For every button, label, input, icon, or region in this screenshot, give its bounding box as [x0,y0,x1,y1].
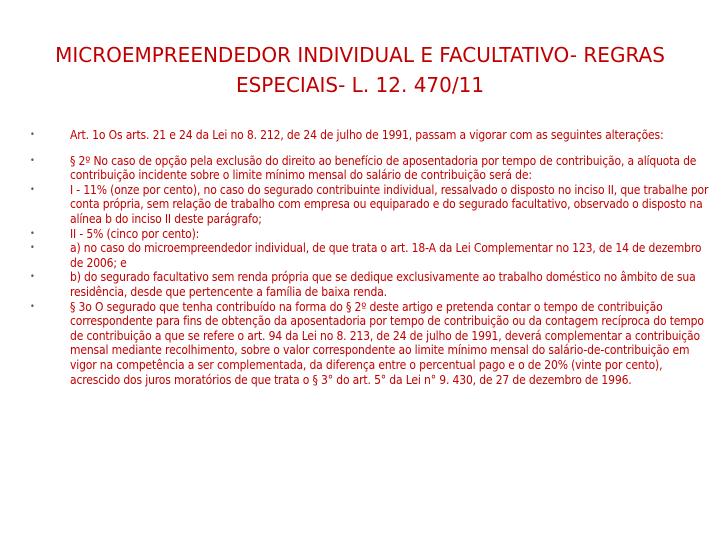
bullet-text: I - 11% (onze por cento), no caso do segurado contribuinte individual, ressalvado o disposto no inciso II, que trabalhe por conta própria, sem relação de trabalho com empresa ou equiparado e do segurado facultativo, observado o disposto na alínea b do inciso II deste parágrafo; [70,182,709,226]
bullet-text: a) no caso do microempreendedor individual, de que trata o art. 18-A da Lei Complementar no 123, de 14 de dezembro de 2006; e [70,241,702,270]
slide-title [40,40,680,100]
bullet-text: b) do segurado facultativo sem renda própria que se dedique exclusivamente ao trabalho doméstico no âmbito de sua residência, desde que pertencente a família de baixa renda. [70,270,696,299]
bullet-text: § 2º No caso de opção pela exclusão do direito ao benefício de aposentadoria por tempo de contribuição, a alíquota de contribuição incidente sobre o limite mínimo mensal do salário de contribuição será de: [70,153,697,183]
title-line-2: ESPECIAIS- L. 12. 470/11 [235,73,485,97]
bullet-item [30,183,710,227]
title-line-1: MICROEMPREENDEDOR INDIVIDUAL E FACULTATIVO- REGRAS [55,43,665,67]
bullet-icon: • [30,272,35,283]
bullet-icon: • [30,155,35,166]
bullet-item [30,300,710,388]
bullet-icon: • [30,243,35,254]
bullet-list [30,128,710,387]
bullet-icon: • [30,228,35,239]
bullet-item [30,270,710,299]
bullet-item [30,227,710,242]
bullet-text: Art. 1o Os arts. 21 e 24 da Lei no 8. 212, de 24 de julho de 1991, passam a vigorar com as seguintes alterações: [70,128,664,142]
bullet-icon: • [30,130,35,140]
bullet-text: II - 5% (cinco por cento): [70,226,200,241]
bullet-item [30,128,710,143]
bullet-icon: • [30,301,35,312]
bullet-icon: • [30,184,35,195]
bullet-text: § 3o O segurado que tenha contribuído na forma do § 2º deste artigo e pretenda contar o tempo de contribuição correspondente para fins de obtenção da aposentadoria por tempo de contribuição ou da contagem recíproca do tempo de contribuição a que se refere o art. 94 da Lei no 8. 213, de 24 de julho de 1991, deverá complementar a contribuição mensal mediante recolhimento, sobre o valor correspondente ao limite mínimo mensal do salário-de-contribuição em vigor na competência a ser complementada, da diferença entre o percentual pago e o de 20% (vinte por cento), acrescido dos juros moratórios de que trata o § 3° do art. 5° da Lei n° 9. 430, de 27 de dezembro de 1996. [70,299,704,387]
bullet-item [30,154,710,183]
bullet-item [30,241,710,270]
